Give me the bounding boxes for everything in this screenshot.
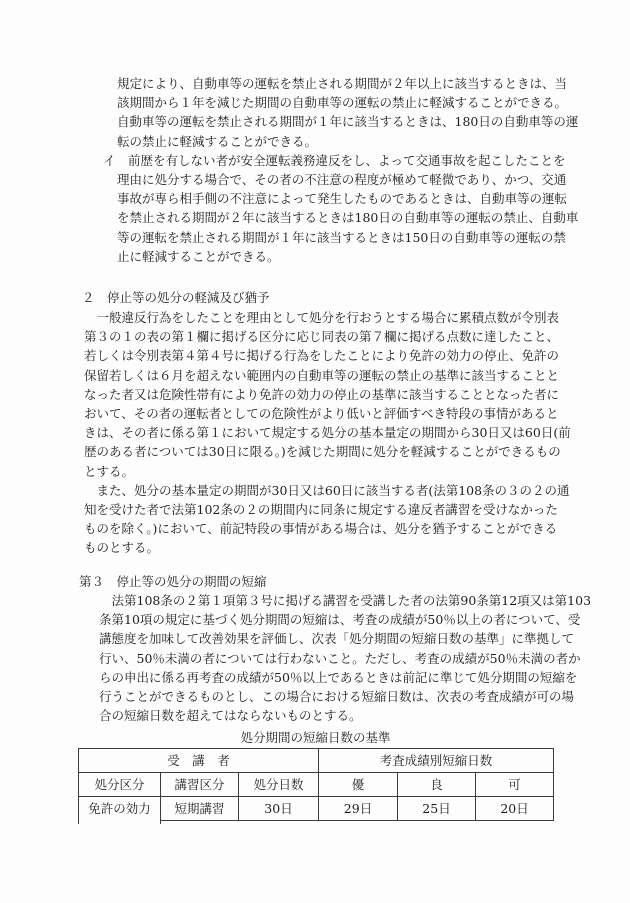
col-header-koshu-kubun: 講習区分 — [161, 773, 239, 797]
text-line: 法第108条の２第１項第３号に掲げる講習を受講した者の法第90条第12項又は第103 — [99, 593, 592, 608]
text-line: 自動車等の運転を禁止される期間が１年に該当するときは、180日の自動車等の運 — [117, 114, 579, 130]
text-line: 規定により、自動車等の運転を禁止される期間が２年以上に該当するときは、当 — [117, 76, 568, 91]
text-line: 一般違反行為をしたことを理由として処分を行おうとする場合に累積点数が令別表 — [84, 310, 560, 325]
text-line: とする。 — [84, 463, 135, 479]
cell-ryo-days: 25日 — [398, 797, 476, 821]
col-header-shobun-nissu: 処分日数 — [239, 773, 319, 797]
col-header-yu: 優 — [319, 773, 398, 797]
text-line: 該期間から１年を減じた期間の自動車等の運転の禁止に軽減することができる。 — [117, 95, 568, 111]
text-line: 行い、50％未満の者については行わないこと。ただし、考査の成績が50％未満の者か — [99, 650, 581, 666]
section-2-heading: ２ 停止等の処分の軽減及び猶予 — [82, 290, 270, 305]
top-text-area — [103, 74, 587, 266]
cell-ka-days: 20日 — [476, 797, 554, 821]
text-line: 若しくは令別表第４第４号に掲げる行為をしたことにより免許の効力の停止、免許の — [84, 348, 560, 364]
text-line: ものとする。 — [84, 540, 160, 556]
col-header-shobun-kubun: 処分区分 — [79, 773, 161, 797]
table-title: 処分期間の短縮日数の基準 — [240, 730, 391, 745]
text-line: ものを除く。)において、前記特段の事情がある場合は、処分を猶予することができる — [84, 521, 558, 537]
text-line: 事故が専ら相手側の不注意によって発生したものであるときは、自動車等の運転 — [117, 191, 568, 207]
col-header-ryo: 良 — [398, 773, 476, 797]
cell-shobun-nissu: 30日 — [239, 797, 319, 821]
text-line: 転の禁止に軽減することができる。 — [117, 133, 318, 149]
text-line: 条第10項の規定に基づく処分期間の短縮は、考査の成績が50％以上の者について、受 — [99, 612, 581, 628]
text-line: 行うことができるものとし、この場合における短縮日数は、次表の考査成績が可の場 — [99, 689, 575, 705]
text-line: また、処分の基本量定の期間が30日又は60日に該当する者(法第108条の３の２の通 — [84, 482, 570, 498]
text-line: 知を受けた者で法第102条の２の期間内に同条に規定する違反者講習を受けなかった — [84, 502, 558, 518]
text-line: 等の運転を禁止される期間が１年に該当するときは150日の自動車等の運転の禁 — [117, 229, 566, 245]
text-line: 第３の１の表の第１欄に掲げる区分に応じ同表の第７欄に掲げる点数に達したこと、 — [84, 329, 560, 345]
group-header-attendee: 受 講 者 — [79, 749, 319, 773]
section-2-paragraph — [84, 308, 574, 558]
text-line: なった者又は危険性帯有により免許の効力の停止の基準に該当することとなった者に — [84, 386, 560, 402]
text-line: らの申出に係る再考査の成績が50％以上であるときは前記に準じて処分期間の短縮を — [99, 669, 578, 685]
text-line: 講態度を加味して改善効果を評価し、次表「処分期間の短縮日数の基準」に準拠して — [99, 631, 575, 647]
col-header-ka: 可 — [476, 773, 554, 797]
table-border-continuation-left — [78, 820, 79, 824]
reduction-days-table — [78, 748, 554, 821]
cell-yu-days: 29日 — [319, 797, 398, 821]
text-line: を禁止される期間が２年に該当するときは180日の自動車等の運転の禁止、自動車 — [117, 210, 579, 226]
section-3-heading: 第３ 停止等の処分の期間の短縮 — [79, 574, 267, 589]
text-line: 保留若しくは６月を超えない範囲内の自動車等の運転の禁止の基準に該当することと — [84, 367, 560, 383]
text-line: おいて、その者の運転者としての危険性がより低いと評価すべき特段の事情があると — [84, 406, 559, 422]
table-row — [79, 797, 554, 821]
text-line: 歴のある者については30日に限る。)を減じた期間に処分を軽減することができるもの — [84, 444, 561, 460]
section-3-paragraph — [99, 591, 592, 725]
text-line: 合の短縮日数を超えてはならないものとする。 — [99, 708, 362, 724]
cell-koshu-kubun: 短期講習 — [161, 797, 239, 821]
item-i-paragraph — [103, 151, 587, 266]
text-line: イ 前歴を有しない者が安全運転義務違反をし、よって交通事故を起こしたことを — [103, 152, 566, 168]
table-border-continuation-right — [160, 820, 161, 824]
paragraph-reduction-rule — [117, 74, 587, 151]
table-column-header-row — [79, 773, 554, 797]
text-line: 理由に処分する場合で、その者の不注意の程度が極めて軽微であり、かつ、交通 — [117, 172, 567, 188]
group-header-reduction: 考査成績別短縮日数 — [319, 749, 554, 773]
cell-shobun-kubun: 免許の効力 — [79, 797, 161, 821]
text-line: きは、その者に係る第１において規定する処分の基本量定の期間から30日又は60日(前 — [84, 425, 571, 441]
text-line: 止に軽減することができる。 — [117, 248, 280, 264]
table-group-header-row — [79, 749, 554, 773]
